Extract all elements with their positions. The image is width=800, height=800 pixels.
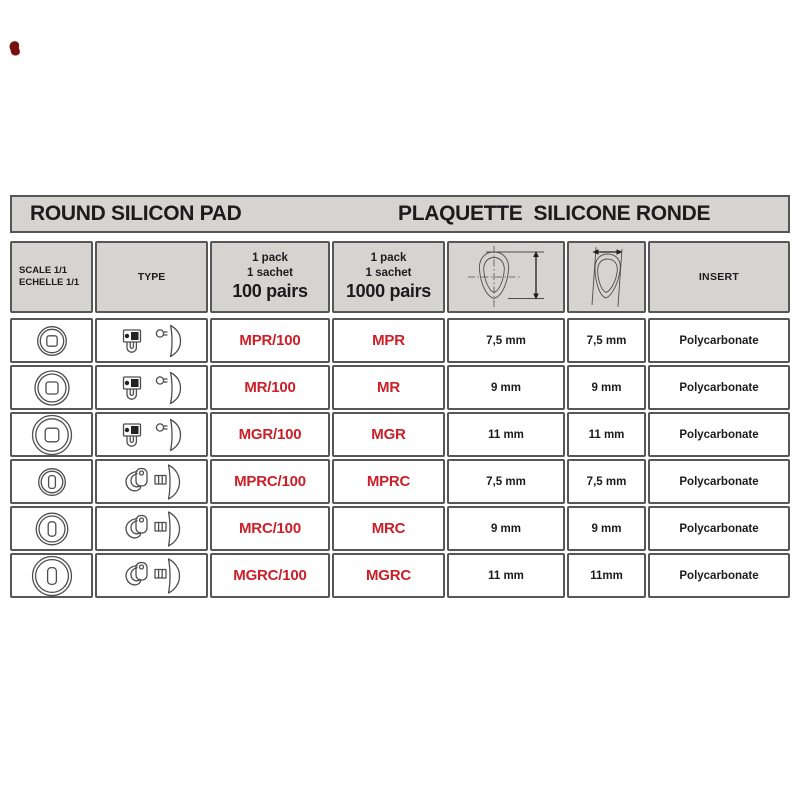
code-100-value: MPRC/100 — [234, 473, 306, 490]
height-cell — [447, 459, 565, 504]
round-pad-square-hole-large-icon — [28, 414, 76, 456]
height-value: 11 mm — [488, 428, 524, 441]
insert-cell — [648, 459, 790, 504]
insert-cell — [648, 318, 790, 363]
code-1000-cell — [332, 412, 445, 457]
pack1000-line1: 1 pack — [370, 252, 407, 265]
height-value: 7,5 mm — [486, 334, 526, 347]
round-pad-slot-hole-large-icon — [28, 555, 76, 597]
code-100-value: MPR/100 — [239, 332, 301, 349]
pack100-line3: 100 pairs — [232, 281, 308, 302]
height-value: 9 mm — [490, 522, 522, 535]
width-cell — [567, 318, 646, 363]
ink-blemish-mark — [8, 40, 23, 57]
code-100-value: MGR/100 — [238, 426, 302, 443]
clip-screw-mount-icon — [115, 556, 189, 596]
round-pad-slot-hole-medium-icon — [28, 508, 76, 550]
width-cell — [567, 553, 646, 598]
type-cell — [95, 506, 208, 551]
insert-value: Polycarbonate — [679, 475, 759, 488]
push-on-mount-icon — [115, 321, 189, 361]
title-english: ROUND SILICON PAD — [30, 202, 242, 225]
insert-cell — [648, 553, 790, 598]
header-height-dimension-cell — [447, 241, 565, 313]
type-cell — [95, 412, 208, 457]
header-pack-100-cell — [210, 241, 330, 313]
height-cell — [447, 506, 565, 551]
pad-width-dimension-icon — [572, 245, 642, 309]
width-value: 7,5 mm — [586, 475, 627, 488]
scale-label-en: SCALE 1/1 — [19, 264, 68, 276]
insert-value: Polycarbonate — [679, 334, 759, 347]
push-on-mount-icon — [115, 368, 189, 408]
type-cell — [95, 553, 208, 598]
pack1000-line2: 1 sachet — [365, 266, 412, 279]
pad-scale-cell — [10, 506, 93, 551]
code-1000-cell — [332, 318, 445, 363]
width-value: 7,5 mm — [586, 334, 627, 347]
header-scale-cell — [10, 241, 93, 313]
height-cell — [447, 318, 565, 363]
height-cell — [447, 365, 565, 410]
code-100-value: MR/100 — [244, 379, 296, 396]
pad-scale-cell — [10, 459, 93, 504]
code-100-cell — [210, 412, 330, 457]
round-pad-slot-hole-small-icon — [28, 461, 76, 503]
width-cell — [567, 412, 646, 457]
height-value: 9 mm — [490, 381, 522, 394]
code-1000-cell — [332, 553, 445, 598]
insert-cell — [648, 365, 790, 410]
height-value: 11 mm — [488, 569, 524, 582]
code-100-cell — [210, 506, 330, 551]
insert-value: Polycarbonate — [679, 381, 759, 394]
type-cell — [95, 365, 208, 410]
pad-scale-cell — [10, 412, 93, 457]
scale-label-fr: ECHELLE 1/1 — [19, 277, 80, 288]
pad-scale-cell — [10, 553, 93, 598]
code-1000-cell — [332, 459, 445, 504]
code-100-value: MRC/100 — [239, 520, 301, 537]
insert-value: Polycarbonate — [679, 428, 759, 441]
round-pad-square-hole-small-icon — [28, 320, 76, 362]
type-label: TYPE — [137, 271, 166, 283]
pack1000-line3: 1000 pairs — [345, 281, 432, 302]
header-pack-1000-cell — [332, 241, 445, 313]
code-1000-cell — [332, 506, 445, 551]
pack100-line2: 1 sachet — [246, 266, 294, 279]
height-cell — [447, 412, 565, 457]
type-cell — [95, 318, 208, 363]
width-cell — [567, 506, 646, 551]
code-1000-value: MPRC — [366, 473, 411, 490]
code-1000-value: MGRC — [365, 567, 412, 584]
code-100-cell — [210, 365, 330, 410]
type-cell — [95, 459, 208, 504]
height-cell — [447, 553, 565, 598]
header-type-cell — [95, 241, 208, 313]
code-100-cell — [210, 459, 330, 504]
code-1000-value: MR — [377, 379, 400, 396]
code-100-cell — [210, 553, 330, 598]
header-width-dimension-cell — [567, 241, 646, 313]
insert-value: Polycarbonate — [679, 522, 759, 535]
height-value: 7,5 mm — [486, 475, 526, 488]
code-100-value: MGRC/100 — [233, 567, 307, 584]
insert-cell — [648, 506, 790, 551]
code-100-cell — [210, 318, 330, 363]
code-1000-value: MRC — [371, 520, 406, 537]
round-pad-square-hole-medium-icon — [28, 367, 76, 409]
table-header-row — [10, 241, 790, 313]
header-insert-cell — [648, 241, 790, 313]
product-table-body — [10, 318, 790, 598]
pad-scale-cell — [10, 365, 93, 410]
width-value: 9 mm — [591, 522, 622, 535]
push-on-mount-icon — [115, 415, 189, 455]
clip-screw-mount-icon — [115, 509, 189, 549]
code-1000-value: MPR — [372, 332, 405, 349]
code-1000-value: MGR — [371, 426, 406, 443]
width-cell — [567, 459, 646, 504]
pad-height-dimension-icon — [452, 245, 560, 309]
clip-screw-mount-icon — [115, 462, 189, 502]
code-1000-cell — [332, 365, 445, 410]
width-value: 11 mm — [588, 428, 625, 441]
width-value: 9 mm — [591, 381, 622, 394]
insert-cell — [648, 412, 790, 457]
width-cell — [567, 365, 646, 410]
title-bar — [10, 195, 790, 233]
insert-label: INSERT — [698, 271, 740, 283]
insert-value: Polycarbonate — [679, 569, 759, 582]
pack100-line1: 1 pack — [252, 252, 288, 265]
pad-scale-cell — [10, 318, 93, 363]
title-french: PLAQUETTE SILICONE RONDE — [398, 202, 711, 225]
width-value: 11mm — [590, 569, 623, 582]
